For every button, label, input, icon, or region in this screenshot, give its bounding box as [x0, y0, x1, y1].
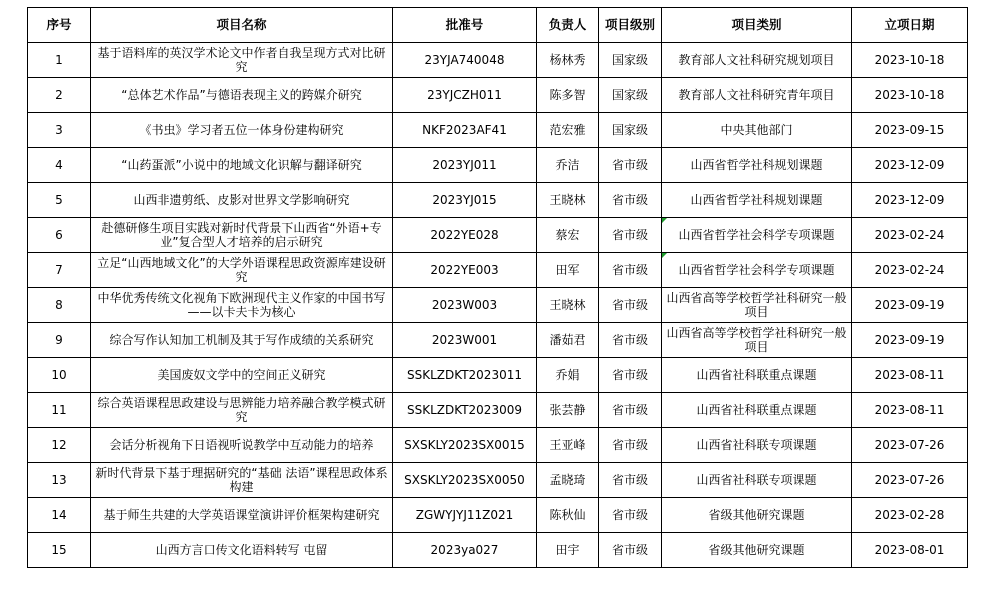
cell-project-category[interactable]: 山西省哲学社科规划课题 — [662, 183, 852, 218]
cell-index[interactable]: 12 — [28, 428, 91, 463]
cell-approval-number[interactable]: 2023W003 — [393, 288, 537, 323]
cell-index[interactable]: 5 — [28, 183, 91, 218]
cell-project-category-text: 山西省哲学社会科学专项课题 — [678, 228, 835, 242]
cell-principal[interactable]: 乔娟 — [537, 358, 599, 393]
cell-project-name[interactable]: 赴德研修生项目实践对新时代背景下山西省“外语+专业”复合型人才培养的启示研究 — [91, 218, 393, 253]
cell-approval-number[interactable]: SXSKLY2023SX0050 — [393, 463, 537, 498]
cell-project-name[interactable]: 山西方言口传文化语料转写 屯留 — [91, 533, 393, 568]
cell-approval-number[interactable]: 23YJA740048 — [393, 43, 537, 78]
cell-project-category[interactable] — [662, 218, 852, 253]
cell-approval-number[interactable]: 2022YE003 — [393, 253, 537, 288]
cell-principal[interactable]: 王亚峰 — [537, 428, 599, 463]
table-row — [28, 428, 968, 463]
header-row — [28, 8, 968, 43]
cell-approval-date[interactable]: 2023-02-24 — [852, 253, 968, 288]
cell-approval-number[interactable]: 2022YE028 — [393, 218, 537, 253]
cell-project-level[interactable]: 省市级 — [599, 218, 662, 253]
cell-approval-number[interactable]: 23YJCZH011 — [393, 78, 537, 113]
header-project-name: 项目名称 — [91, 8, 393, 43]
cell-project-level[interactable]: 省市级 — [599, 358, 662, 393]
cell-index[interactable]: 4 — [28, 148, 91, 183]
cell-index[interactable]: 6 — [28, 218, 91, 253]
cell-project-name[interactable]: 新时代背景下基于理据研究的“基础 法语”课程思政体系构建 — [91, 463, 393, 498]
cell-approval-date[interactable]: 2023-10-18 — [852, 78, 968, 113]
cell-principal[interactable]: 杨林秀 — [537, 43, 599, 78]
cell-project-category[interactable]: 山西省社科联重点课题 — [662, 358, 852, 393]
cell-approval-date[interactable]: 2023-12-09 — [852, 183, 968, 218]
cell-project-name[interactable]: 立足“山西地域文化”的大学外语课程思政资源库建设研究 — [91, 253, 393, 288]
cell-project-name[interactable]: 综合写作认知加工机制及其于写作成绩的关系研究 — [91, 323, 393, 358]
cell-approval-date[interactable]: 2023-10-18 — [852, 43, 968, 78]
cell-index[interactable]: 13 — [28, 463, 91, 498]
cell-project-name[interactable]: 山西非遗剪纸、皮影对世界文学影响研究 — [91, 183, 393, 218]
table-row — [28, 358, 968, 393]
cell-principal[interactable]: 田军 — [537, 253, 599, 288]
cell-project-category[interactable]: 中央其他部门 — [662, 113, 852, 148]
cell-index[interactable]: 7 — [28, 253, 91, 288]
cell-project-category[interactable] — [662, 253, 852, 288]
table-row — [28, 533, 968, 568]
cell-principal[interactable]: 乔洁 — [537, 148, 599, 183]
cell-approval-number[interactable]: SXSKLY2023SX0015 — [393, 428, 537, 463]
table-row — [28, 498, 968, 533]
cell-project-level[interactable]: 国家级 — [599, 78, 662, 113]
cell-approval-date[interactable]: 2023-02-28 — [852, 498, 968, 533]
comment-indicator-icon — [662, 253, 667, 258]
cell-approval-number[interactable]: 2023YJ011 — [393, 148, 537, 183]
spreadsheet-table-container — [27, 7, 968, 568]
cell-project-category[interactable]: 山西省社科联专项课题 — [662, 428, 852, 463]
cell-project-level[interactable]: 省市级 — [599, 463, 662, 498]
table-row — [28, 323, 968, 358]
cell-index[interactable]: 3 — [28, 113, 91, 148]
cell-approval-number[interactable]: 2023YJ015 — [393, 183, 537, 218]
cell-index[interactable]: 14 — [28, 498, 91, 533]
cell-project-level[interactable]: 省市级 — [599, 428, 662, 463]
projects-table — [27, 7, 968, 568]
cell-approval-number[interactable]: 2023W001 — [393, 323, 537, 358]
cell-principal[interactable]: 陈秋仙 — [537, 498, 599, 533]
cell-project-name[interactable]: 基于师生共建的大学英语课堂演讲评价框架构建研究 — [91, 498, 393, 533]
cell-project-category[interactable]: 山西省高等学校哲学社科研究一般项目 — [662, 323, 852, 358]
cell-project-level[interactable]: 省市级 — [599, 533, 662, 568]
table-row — [28, 288, 968, 323]
cell-approval-number[interactable]: ZGWYJYJ11Z021 — [393, 498, 537, 533]
cell-project-name[interactable]: “总体艺术作品”与德语表现主义的跨媒介研究 — [91, 78, 393, 113]
comment-indicator-icon — [662, 218, 667, 223]
cell-approval-date[interactable]: 2023-07-26 — [852, 463, 968, 498]
cell-project-name[interactable]: 综合英语课程思政建设与思辨能力培养融合教学模式研究 — [91, 393, 393, 428]
cell-project-name[interactable]: “山药蛋派”小说中的地域文化识解与翻译研究 — [91, 148, 393, 183]
header-index: 序号 — [28, 8, 91, 43]
header-approval-date: 立项日期 — [852, 8, 968, 43]
cell-principal[interactable]: 潘茹君 — [537, 323, 599, 358]
cell-project-name[interactable]: 基于语料库的英汉学术论文中作者自我呈现方式对比研究 — [91, 43, 393, 78]
cell-principal[interactable]: 孟晓琦 — [537, 463, 599, 498]
cell-project-level[interactable]: 省市级 — [599, 253, 662, 288]
cell-project-name[interactable]: 《书虫》学习者五位一体身份建构研究 — [91, 113, 393, 148]
cell-project-level[interactable]: 国家级 — [599, 113, 662, 148]
table-row — [28, 78, 968, 113]
header-principal: 负责人 — [537, 8, 599, 43]
cell-project-category[interactable]: 山西省哲学社科规划课题 — [662, 148, 852, 183]
cell-project-level[interactable]: 省市级 — [599, 323, 662, 358]
table-row — [28, 148, 968, 183]
table-row — [28, 218, 968, 253]
cell-approval-number[interactable]: SSKLZDKT2023009 — [393, 393, 537, 428]
header-approval-number: 批准号 — [393, 8, 537, 43]
cell-index[interactable]: 8 — [28, 288, 91, 323]
cell-project-level[interactable]: 省市级 — [599, 498, 662, 533]
cell-approval-date[interactable]: 2023-08-11 — [852, 358, 968, 393]
header-project-level: 项目级别 — [599, 8, 662, 43]
cell-approval-date[interactable]: 2023-08-11 — [852, 393, 968, 428]
table-row — [28, 393, 968, 428]
cell-project-level[interactable]: 省市级 — [599, 393, 662, 428]
cell-approval-date[interactable]: 2023-09-19 — [852, 323, 968, 358]
cell-project-category[interactable]: 山西省高等学校哲学社科研究一般项目 — [662, 288, 852, 323]
cell-project-level[interactable]: 省市级 — [599, 288, 662, 323]
cell-project-name[interactable]: 美国废奴文学中的空间正义研究 — [91, 358, 393, 393]
table-row — [28, 253, 968, 288]
cell-project-level[interactable]: 省市级 — [599, 148, 662, 183]
cell-approval-date[interactable]: 2023-08-01 — [852, 533, 968, 568]
cell-approval-date[interactable]: 2023-09-15 — [852, 113, 968, 148]
cell-project-category[interactable]: 山西省社科联专项课题 — [662, 463, 852, 498]
cell-project-category[interactable]: 教育部人文社科研究青年项目 — [662, 78, 852, 113]
cell-principal[interactable]: 张芸静 — [537, 393, 599, 428]
cell-project-category[interactable]: 教育部人文社科研究规划项目 — [662, 43, 852, 78]
table-row — [28, 183, 968, 218]
cell-principal[interactable]: 王晓林 — [537, 288, 599, 323]
cell-approval-date[interactable]: 2023-07-26 — [852, 428, 968, 463]
cell-approval-number[interactable]: SSKLZDKT2023011 — [393, 358, 537, 393]
cell-index[interactable]: 2 — [28, 78, 91, 113]
cell-principal[interactable]: 陈多智 — [537, 78, 599, 113]
cell-project-category[interactable]: 省级其他研究课题 — [662, 498, 852, 533]
cell-index[interactable]: 1 — [28, 43, 91, 78]
cell-project-category-text: 山西省哲学社会科学专项课题 — [678, 263, 835, 277]
cell-project-level[interactable]: 省市级 — [599, 183, 662, 218]
cell-principal[interactable]: 田宇 — [537, 533, 599, 568]
table-row — [28, 463, 968, 498]
cell-project-category[interactable]: 山西省社科联重点课题 — [662, 393, 852, 428]
cell-index[interactable]: 11 — [28, 393, 91, 428]
cell-project-level[interactable]: 国家级 — [599, 43, 662, 78]
header-project-category: 项目类别 — [662, 8, 852, 43]
cell-approval-number[interactable]: NKF2023AF41 — [393, 113, 537, 148]
cell-project-name[interactable]: 会话分析视角下日语视听说教学中互动能力的培养 — [91, 428, 393, 463]
cell-index[interactable]: 10 — [28, 358, 91, 393]
cell-approval-number[interactable]: 2023ya027 — [393, 533, 537, 568]
cell-principal[interactable]: 范宏雅 — [537, 113, 599, 148]
cell-project-category[interactable]: 省级其他研究课题 — [662, 533, 852, 568]
cell-index[interactable]: 9 — [28, 323, 91, 358]
table-row — [28, 43, 968, 78]
cell-principal[interactable]: 王晓林 — [537, 183, 599, 218]
cell-approval-date[interactable]: 2023-09-19 — [852, 288, 968, 323]
cell-approval-date[interactable]: 2023-12-09 — [852, 148, 968, 183]
cell-project-name[interactable]: 中华优秀传统文化视角下欧洲现代主义作家的中国书写 ——以卡夫卡为核心 — [91, 288, 393, 323]
cell-approval-date[interactable]: 2023-02-24 — [852, 218, 968, 253]
table-row — [28, 113, 968, 148]
cell-index[interactable]: 15 — [28, 533, 91, 568]
cell-principal[interactable]: 蔡宏 — [537, 218, 599, 253]
